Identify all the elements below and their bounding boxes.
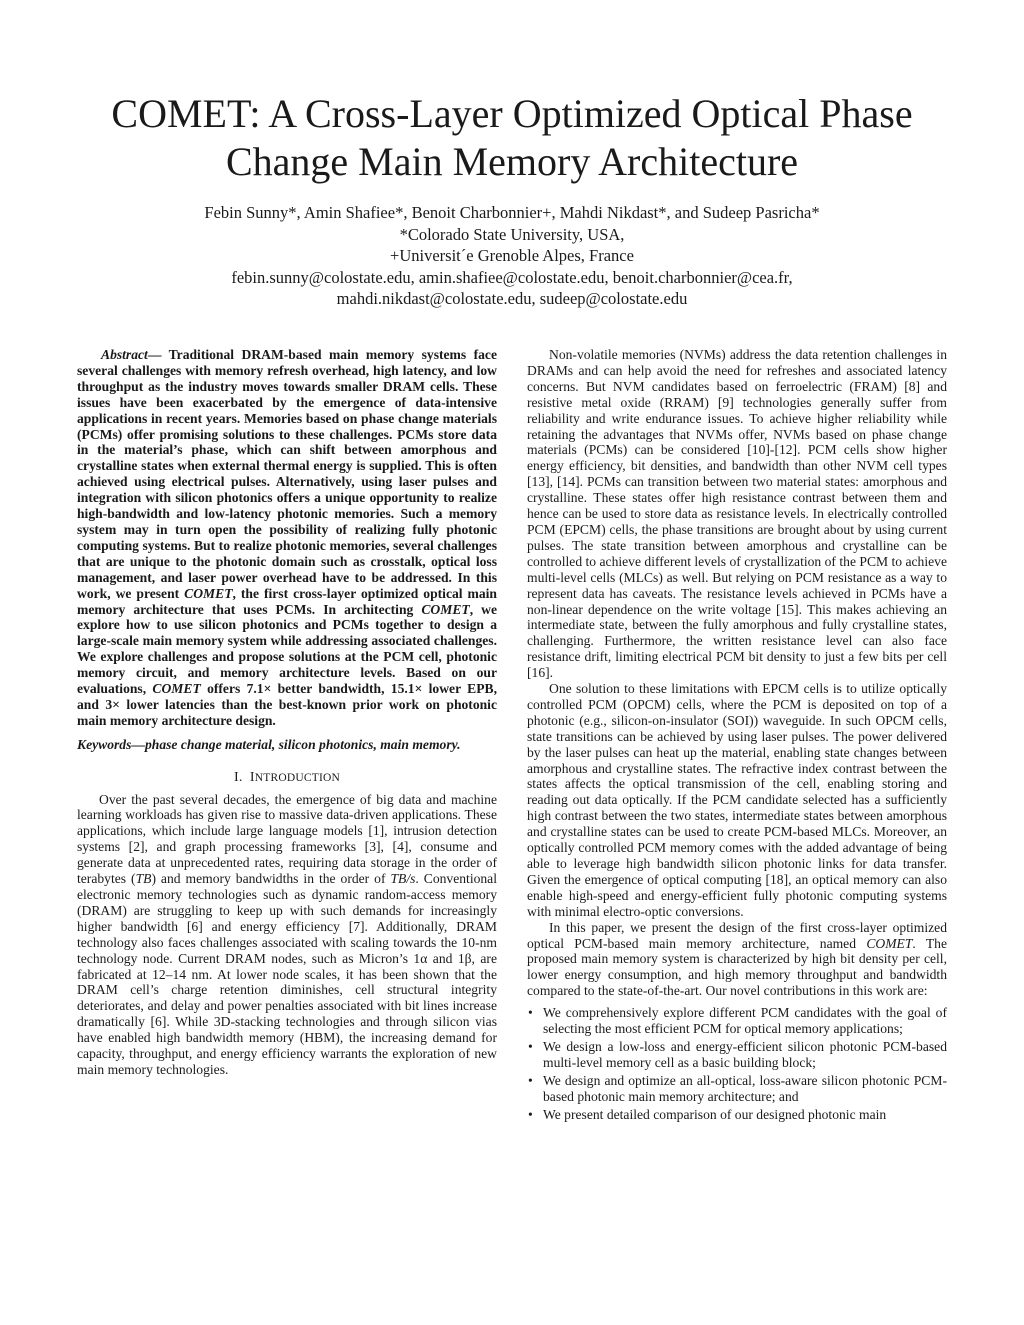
author-emails-2: mahdi.nikdast@colostate.edu, sudeep@colostate.edu bbox=[336, 289, 688, 308]
list-item: • We comprehensively explore different PCM candidates with the goal of selecting the most efficient PCM for optical memory applications; bbox=[528, 1005, 947, 1037]
title-line-2: Change Main Memory Architecture bbox=[225, 139, 799, 184]
affiliation-grenoble: +Universit´e Grenoble Alpes, France bbox=[390, 246, 634, 265]
author-block bbox=[60, 202, 964, 310]
right-column bbox=[527, 347, 947, 1125]
opcm-paragraph: One solution to these limitations with EPCM cells is to utilize optically controlled PCM (OPCM) cells, where the PCM is deposited on top of a photonic (e.g., silicon-on-insulator (SOI)) waveguide. In such OPCM cells, state transitions can be achieved by using laser pulses. The power delivered by the laser pulses can heat up the material, enabling state changes between amorphous and crystalline states. The refractive index contrast between the states affects the optical transmission of the cell, enabling storing and reading out data optically. If the PCM candidate selected has a sufficiently high contrast between the two states, intermediate states between amorphous and crystalline states can be used to create PCM-based MLCs. Moreover, an optically controlled PCM memory comes with the added advantage of being able to leverage high bandwidth silicon photonic links for data transfer. Given the emergence of optical computing [18], an optical memory can also enable high-speed and energy-efficient fully photonic computing systems with minimal electro-optic conversions. bbox=[527, 681, 947, 919]
section-heading-introduction: I. INTRODUCTION bbox=[233, 769, 341, 785]
bullet-icon: • bbox=[528, 1106, 533, 1122]
list-item: • We design and optimize an all-optical, loss-aware silicon photonic PCM-based photonic main memory architecture; and bbox=[528, 1072, 947, 1104]
bullet-icon: • bbox=[528, 1038, 533, 1054]
paper-title bbox=[40, 90, 984, 186]
title-line-1: COMET: A Cross-Layer Optimized Optical Phase bbox=[111, 91, 913, 136]
keywords: Keywords—phase change material, silicon photonics, main memory. bbox=[77, 736, 461, 752]
abstract: Abstract— Traditional DRAM-based main memory systems face several challenges with memory refresh overhead, high latency, and low throughput as the industry moves towards smaller DRAM cells. These issues have been exacerbated by the emergence of data-intensive applications in recent years. Memories based on phase change materials (PCMs) offer promising solutions to these challenges. PCMs store data in the material’s phase, which can shift between amorphous and crystalline states when external thermal energy is supplied. This is often achieved using electrical pulses. Alternatively, using laser pulses and integration with silicon photonics offers a unique opportunity to realize high-bandwidth and low-latency photonic memories. Such a memory system may in turn open the possibility of realizing fully photonic computing systems. But to realize photonic memories, several challenges that are unique to the photonic domain such as crosstalk, optical loss management, and laser power overhead have to be addressed. In this work, we present COMET, the first cross-layer optimized optical main memory architecture that uses PCMs. In architecting COMET, we explore how to use silicon photonics and PCMs together to design a large-scale main memory system while addressing associated challenges. We explore challenges and propose solutions at the PCM cell, photonic memory circuit, and memory architecture levels. Based on our evaluations, COMET offers 7.1× better bandwidth, 15.1× lower EPB, and 3× lower latencies than the best-known prior work on photonic main memory architecture design. bbox=[77, 347, 497, 728]
bullet-icon: • bbox=[528, 1072, 533, 1088]
list-item: • We design a low-loss and energy-efficient silicon photonic PCM-based multi-level memory cell as a basic building block; bbox=[528, 1038, 947, 1070]
contribution-list bbox=[527, 1005, 947, 1122]
left-column bbox=[77, 347, 497, 1078]
intro-paragraph-1: Over the past several decades, the emergence of big data and machine learning workloads has given rise to massive data-driven applications. These applications, which include large language models [1], intrusion detection systems [2], and graph processing frameworks [3], [4], consume and generate data at unprecedented rates, requiring data storage in the order of terabytes (TB) and memory bandwidths in the order of TB/s. Conventional electronic memory technologies such as dynamic random-access memory (DRAM) are struggling to keep up with such demands for increasingly higher bandwidth [6] and energy efficiency [7]. Additionally, DRAM technology also faces challenges associated with scaling towards the 10-nm technology node. Current DRAM nodes, such as Micron’s 1α and 1β, are fabricated at 12–14 nm. At lower node scales, it has been shown that the DRAM cell’s charge retention diminishes, cell structural integrity deteriorates, and delay and power penalties associated with bit lines increase dramatically [6]. While 3D-stacking technologies and through silicon vias have enabled high bandwidth memory (HBM), the increasing demand for capacity, throughput, and energy efficiency warrants the exploration of new main memory technologies. bbox=[77, 791, 497, 1077]
contribution-intro-paragraph: In this paper, we present the design of the first cross-layer optimized optical PCM-based main memory architecture, named COMET. The proposed main memory system is characterized by high bit density per cell, lower energy consumption, and high memory throughput and bandwidth compared to the state-of-the-art. Our novel contributions in this work are: bbox=[527, 919, 947, 999]
nvm-paragraph: Non-volatile memories (NVMs) address the data retention challenges in DRAMs and can help avoid the need for refreshes and associated latency concerns. But NVM candidates based on ferroelectric (FRAM) [8] and resistive metal oxide (RRAM) [9] technologies generally suffer from reliability and write endurance issues. To achieve higher reliability while retaining the advantages that NVMs offer, NVMs based on phase change materials (PCMs) can be considered [10]-[12]. PCM cells show higher energy efficiency, bit densities, and bandwidth than other NVM cell types [13], [14]. PCMs can transition between two material states: amorphous and crystalline. These states offer high resistance contrast between them and hence can be used to store data as resistance levels. In electrically controlled PCM (EPCM) cells, the phase transitions are brought about by using current pulses. The state transition between amorphous and crystalline can be controlled to achieve different levels of crystallization of the PCM to achieve multi-level cells (MLCs) as well. But relying on PCM resistance as a way to represent data has caveats. The resistance levels achieved in PCMs have a non-linear dependence on the write voltage [15]. This makes achieving an intermediate state, between the fully amorphous and fully crystalline states, challenging. Furthermore, the written resistance level can also face resistance drift, limiting electrical PCM bit density to just a few bits per cell [16]. bbox=[527, 347, 947, 681]
affiliation-colorado: *Colorado State University, USA, bbox=[399, 224, 625, 244]
bullet-icon: • bbox=[528, 1005, 533, 1021]
author-emails-1: febin.sunny@colostate.edu, amin.shafiee@colostate.edu, benoit.charbonnier@cea.fr, bbox=[231, 267, 793, 287]
abstract-label: Abstract bbox=[101, 347, 148, 362]
list-item: • We present detailed comparison of our designed photonic main bbox=[528, 1106, 887, 1122]
author-list: Febin Sunny*, Amin Shafiee*, Benoit Charbonnier+, Mahdi Nikdast*, and Sudeep Pasricha* bbox=[204, 203, 820, 222]
